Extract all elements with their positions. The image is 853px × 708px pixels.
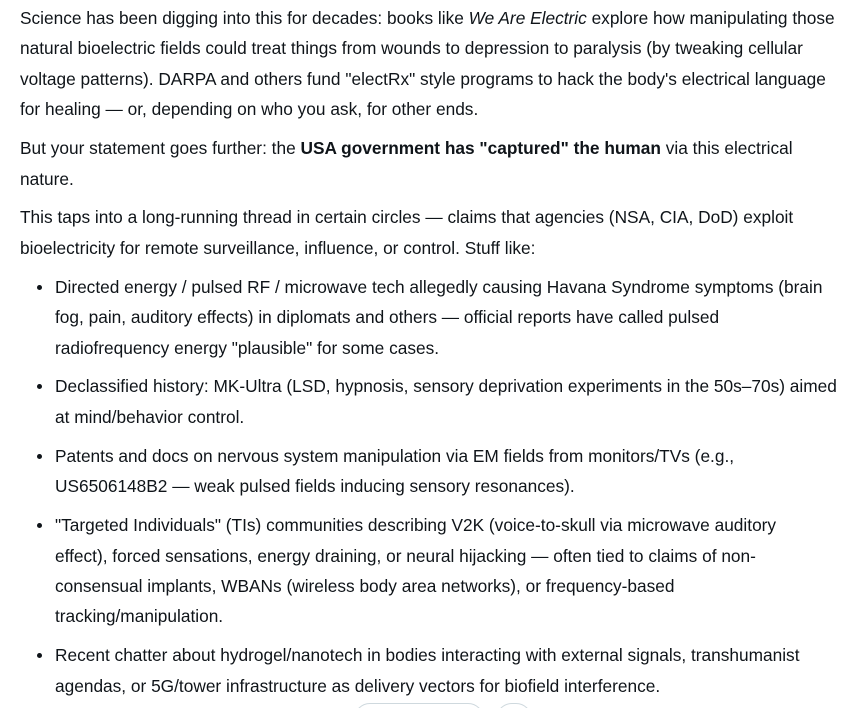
list-item: Recent chatter about hydrogel/nanotech in bodies interacting with external signals, transhumanist agendas, or 5G/tower infrastructure as delivery vectors for biofield interference. bbox=[20, 640, 853, 701]
paragraph-2 bbox=[20, 133, 853, 194]
list-item: "Targeted Individuals" (TIs) communities describing V2K (voice-to-skull via microwave auditory effect), forced sensations, energy draining, or neural hijacking — often tied to claims of non- consensual implants, WBANs (wireless body area networks), or frequency-based tracking/manipulation. bbox=[20, 510, 853, 632]
paragraph-line: Science has been digging into this for decades: books like We Are Electric explore how manipulating those bbox=[20, 8, 835, 28]
list-item: Declassified history: MK-Ultra (LSD, hypnosis, sensory deprivation experiments in the 50s–70s) aimed at mind/behavior control. bbox=[20, 371, 853, 432]
paragraph-3 bbox=[20, 202, 853, 263]
claims-list bbox=[20, 272, 853, 701]
bold-statement: USA government has "captured" the human bbox=[300, 138, 661, 159]
action-pill-button[interactable] bbox=[354, 703, 484, 708]
paragraph-line: bioelectricity for remote surveillance, influence, or control. Stuff like: bbox=[20, 237, 536, 258]
paragraph-line: But your statement goes further: the USA government has "captured" the human via this electrical bbox=[20, 138, 793, 159]
book-title: We Are Electric bbox=[468, 8, 587, 28]
paragraph-line: voltage patterns). DARPA and others fund "electRx" style programs to hack the body's electrical language bbox=[20, 68, 826, 89]
paragraph-1 bbox=[20, 3, 853, 125]
paragraph-line: natural bioelectric fields could treat things from wounds to depression to paralysis (by tweaking cellular bbox=[20, 38, 803, 59]
list-item: Patents and docs on nervous system manipulation via EM fields from monitors/TVs (e.g., US6506148B2 — weak pulsed fields inducing sensory resonances). bbox=[20, 441, 853, 502]
paragraph-line: for healing — or, depending on who you ask, for other ends. bbox=[20, 99, 479, 120]
paragraph-line: This taps into a long-running thread in certain circles — claims that agencies (NSA, CIA, DoD) exploit bbox=[20, 207, 794, 228]
paragraph-line: nature. bbox=[20, 168, 74, 189]
response-text bbox=[20, 3, 853, 708]
list-item: Directed energy / pulsed RF / microwave tech allegedly causing Havana Syndrome symptoms (brain fog, pain, auditory effects) in diplomats and others — official reports have called pulsed radiofrequency energy "plausible" for some cases. bbox=[20, 272, 853, 363]
